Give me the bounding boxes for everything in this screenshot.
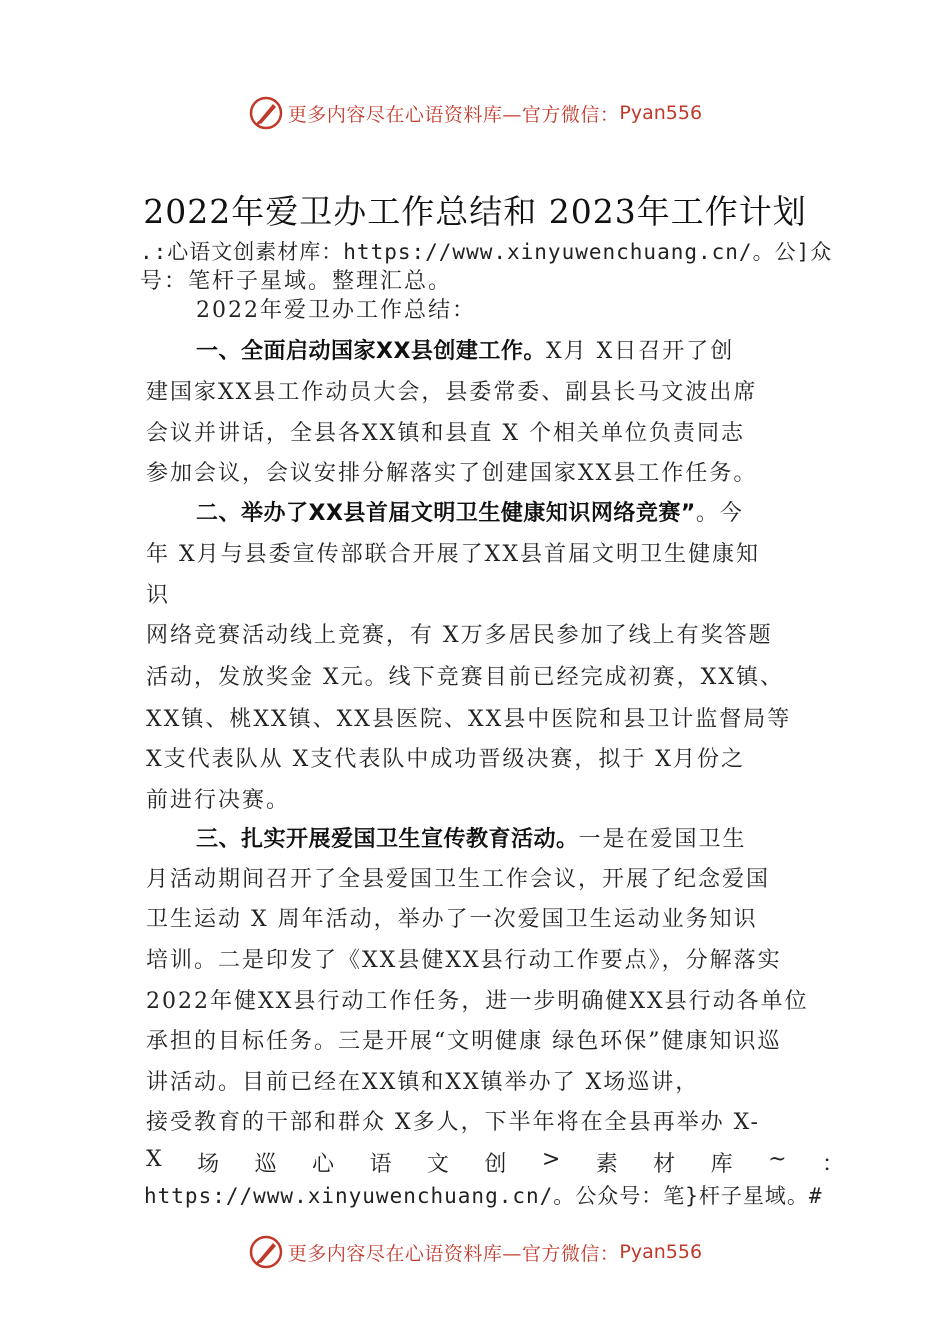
header-watermark-banner [0, 93, 950, 133]
banner-wechat-id: Pyan556 [619, 102, 703, 124]
paragraph-3-line-9: X 场 巡 心 语 文 创 > 素 材 库 ~ ： [146, 1147, 846, 1177]
paragraph-2-line-3: 识 [146, 583, 171, 608]
brush-logo-icon [248, 95, 284, 131]
paragraph-3-line-2: 月活动期间召开了全县爱国卫生工作会议，开展了纪念爱国 [146, 867, 771, 892]
banner-text: 更多内容尽在心语资料库—官方微信： [287, 1242, 620, 1265]
paragraph-2-line-4: 网络竞赛活动线上竞赛，有 X万多居民参加了线上有奖答题 [146, 623, 773, 648]
paragraph-2-line-5: 活动，发放奖金 X元。线下竞赛目前已经完成初赛，XX镇、 [146, 665, 784, 690]
paragraph-1-heading: 一、全面启动国家XX县创建工作。 [196, 339, 546, 364]
paragraph-3-line-10: https://www.xinyuwenchuang.cn/。公众号：笔}杆子星域。# [144, 1184, 823, 1208]
paragraph-3-line-8: 接受教育的干部和群众 X多人，下半年将在全县再举办 X- [146, 1110, 760, 1135]
banner-text: 更多内容尽在心语资料库—官方微信： [287, 103, 620, 126]
paragraph-2-line-6: XX镇、桃XX镇、XX县医院、XX县中医院和县卫计监督局等 [146, 707, 792, 732]
paragraph-3-heading: 三、扎实开展爱国卫生宣传教育活动。 [196, 827, 579, 852]
brush-logo-icon [248, 1234, 284, 1270]
paragraph-2-heading: 二、举办了XX县首届文明卫生健康知识网络竞赛” [196, 501, 696, 526]
paragraph-1-line-4: 参加会议，会议安排分解落实了创建国家XX县工作任务。 [146, 461, 758, 486]
paragraph-3-line-7: 讲活动。目前已经在XX镇和XX镇举办了 X场巡讲， [146, 1070, 700, 1095]
paragraph-3-line-4: 培训。二是印发了《XX县健XX县行动工作要点》，分解落实 [146, 948, 782, 973]
paragraph-1-line-3: 会议并讲话，全县各XX镇和县直 X 个相关单位负责同志 [146, 421, 745, 446]
footer-watermark-banner [0, 1232, 950, 1272]
paragraph-3-line-3: 卫生运动 X 周年活动，举办了一次爱国卫生运动业务知识 [146, 907, 758, 932]
banner-wechat-id: Pyan556 [619, 1241, 703, 1263]
paragraph-2-line-8: 前进行决赛。 [146, 788, 291, 813]
paragraph-2-line-1: 二、举办了XX县首届文明卫生健康知识网络竞赛”。今 [196, 501, 744, 526]
section-label: 2022年爱卫办工作总结： [196, 298, 476, 323]
document-title: 2022年爱卫办工作总结和 2023年工作计划 [143, 192, 807, 231]
paragraph-3-line-5: 2022年健XX县行动工作任务，进一步明确健XX县行动各单位 [146, 989, 809, 1014]
paragraph-1-line-1: 一、全面启动国家XX县创建工作。X月 X日召开了创 [196, 339, 735, 364]
paragraph-3-line-6: 承担的目标任务。三是开展“文明健康 绿色环保”健康知识巡 [146, 1029, 782, 1054]
paragraph-1-line-2: 建国家XX县工作动员大会，县委常委、副县长马文波出席 [146, 380, 758, 405]
intro-line-2: 号：笔杆子星域。整理汇总。 [140, 269, 453, 294]
paragraph-2-line-7: X支代表队从 X支代表队中成功晋级决赛，拟于 X月份之 [146, 747, 745, 772]
paragraph-2-line-2: 年 X月与县委宣传部联合开展了XX县首届文明卫生健康知 [146, 542, 760, 567]
paragraph-3-line-1: 三、扎实开展爱国卫生宣传教育活动。一是在爱国卫生 [196, 827, 747, 852]
intro-line-1: .:心语文创素材库：https://www.xinyuwenchuang.cn/。公]众 [140, 240, 833, 264]
